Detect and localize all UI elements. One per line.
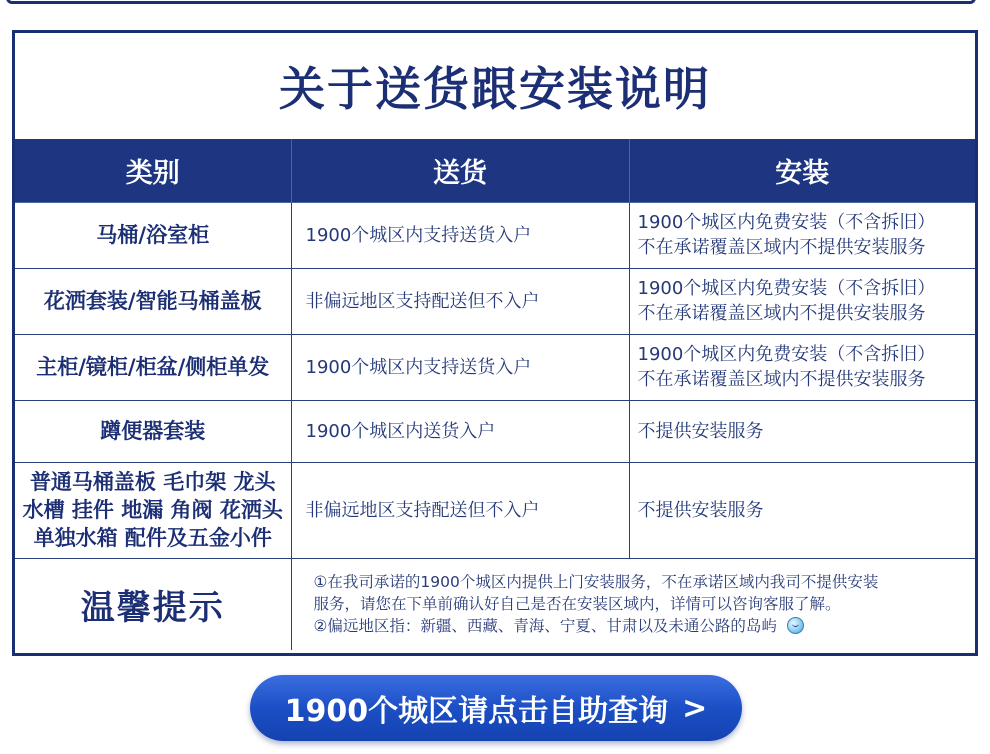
top-frame-strip <box>6 0 976 4</box>
row-category: 马桶/浴室柜 <box>15 202 291 268</box>
row-delivery: 1900个城区内支持送货入户 <box>291 334 629 400</box>
tips-row <box>15 558 975 650</box>
header-delivery: 送货 <box>291 139 629 202</box>
table-row <box>15 400 975 462</box>
row-install: 1900个城区内免费安装（不含拆旧） 不在承诺覆盖区域内不提供安装服务 <box>629 268 975 334</box>
delivery-install-card <box>12 30 978 656</box>
self-service-query-button[interactable] <box>250 675 742 741</box>
row-install: 不提供安装服务 <box>629 400 975 462</box>
row-install: 1900个城区内免费安装（不含拆旧） 不在承诺覆盖区域内不提供安装服务 <box>629 202 975 268</box>
smiley-icon <box>787 617 804 634</box>
row-delivery: 非偏远地区支持配送但不入户 <box>291 268 629 334</box>
table-row <box>15 202 975 268</box>
row-delivery: 1900个城区内支持送货入户 <box>291 202 629 268</box>
tips-line: ①在我司承诺的1900个城区内提供上门安装服务，不在承诺区域内我司不提供安装 <box>313 573 879 592</box>
query-button-label: 1900个城区请点击自助查询 <box>284 694 669 729</box>
row-install: 不提供安装服务 <box>629 462 975 558</box>
table-row <box>15 268 975 334</box>
table-row <box>15 334 975 400</box>
chevron-right-icon: > <box>682 690 708 726</box>
table-row <box>15 462 975 558</box>
row-category: 花洒套装/智能马桶盖板 <box>15 268 291 334</box>
table-header-row <box>15 139 975 202</box>
row-delivery: 非偏远地区支持配送但不入户 <box>291 462 629 558</box>
tips-title: 温馨提示 <box>15 558 291 650</box>
page-title: 关于送货跟安装说明 <box>279 62 711 116</box>
tips-line: ②偏远地区指：新疆、西藏、青海、宁夏、甘肃以及未通公路的岛屿 <box>314 615 968 637</box>
header-category: 类别 <box>15 139 291 202</box>
tips-line: 服务，请您在下单前确认好自己是否在安装区域内，详情可以咨询客服了解。 <box>313 595 841 614</box>
row-delivery: 1900个城区内送货入户 <box>291 400 629 462</box>
row-category: 普通马桶盖板 毛巾架 龙头 水槽 挂件 地漏 角阀 花洒头 单独水箱 配件及五金小件 <box>15 462 291 558</box>
row-install: 1900个城区内免费安装（不含拆旧） 不在承诺覆盖区域内不提供安装服务 <box>629 334 975 400</box>
row-category: 蹲便器套装 <box>15 400 291 462</box>
row-category: 主柜/镜柜/柜盆/侧柜单发 <box>15 334 291 400</box>
tips-body <box>291 558 975 650</box>
header-install: 安装 <box>629 139 975 202</box>
delivery-install-table <box>15 139 975 650</box>
